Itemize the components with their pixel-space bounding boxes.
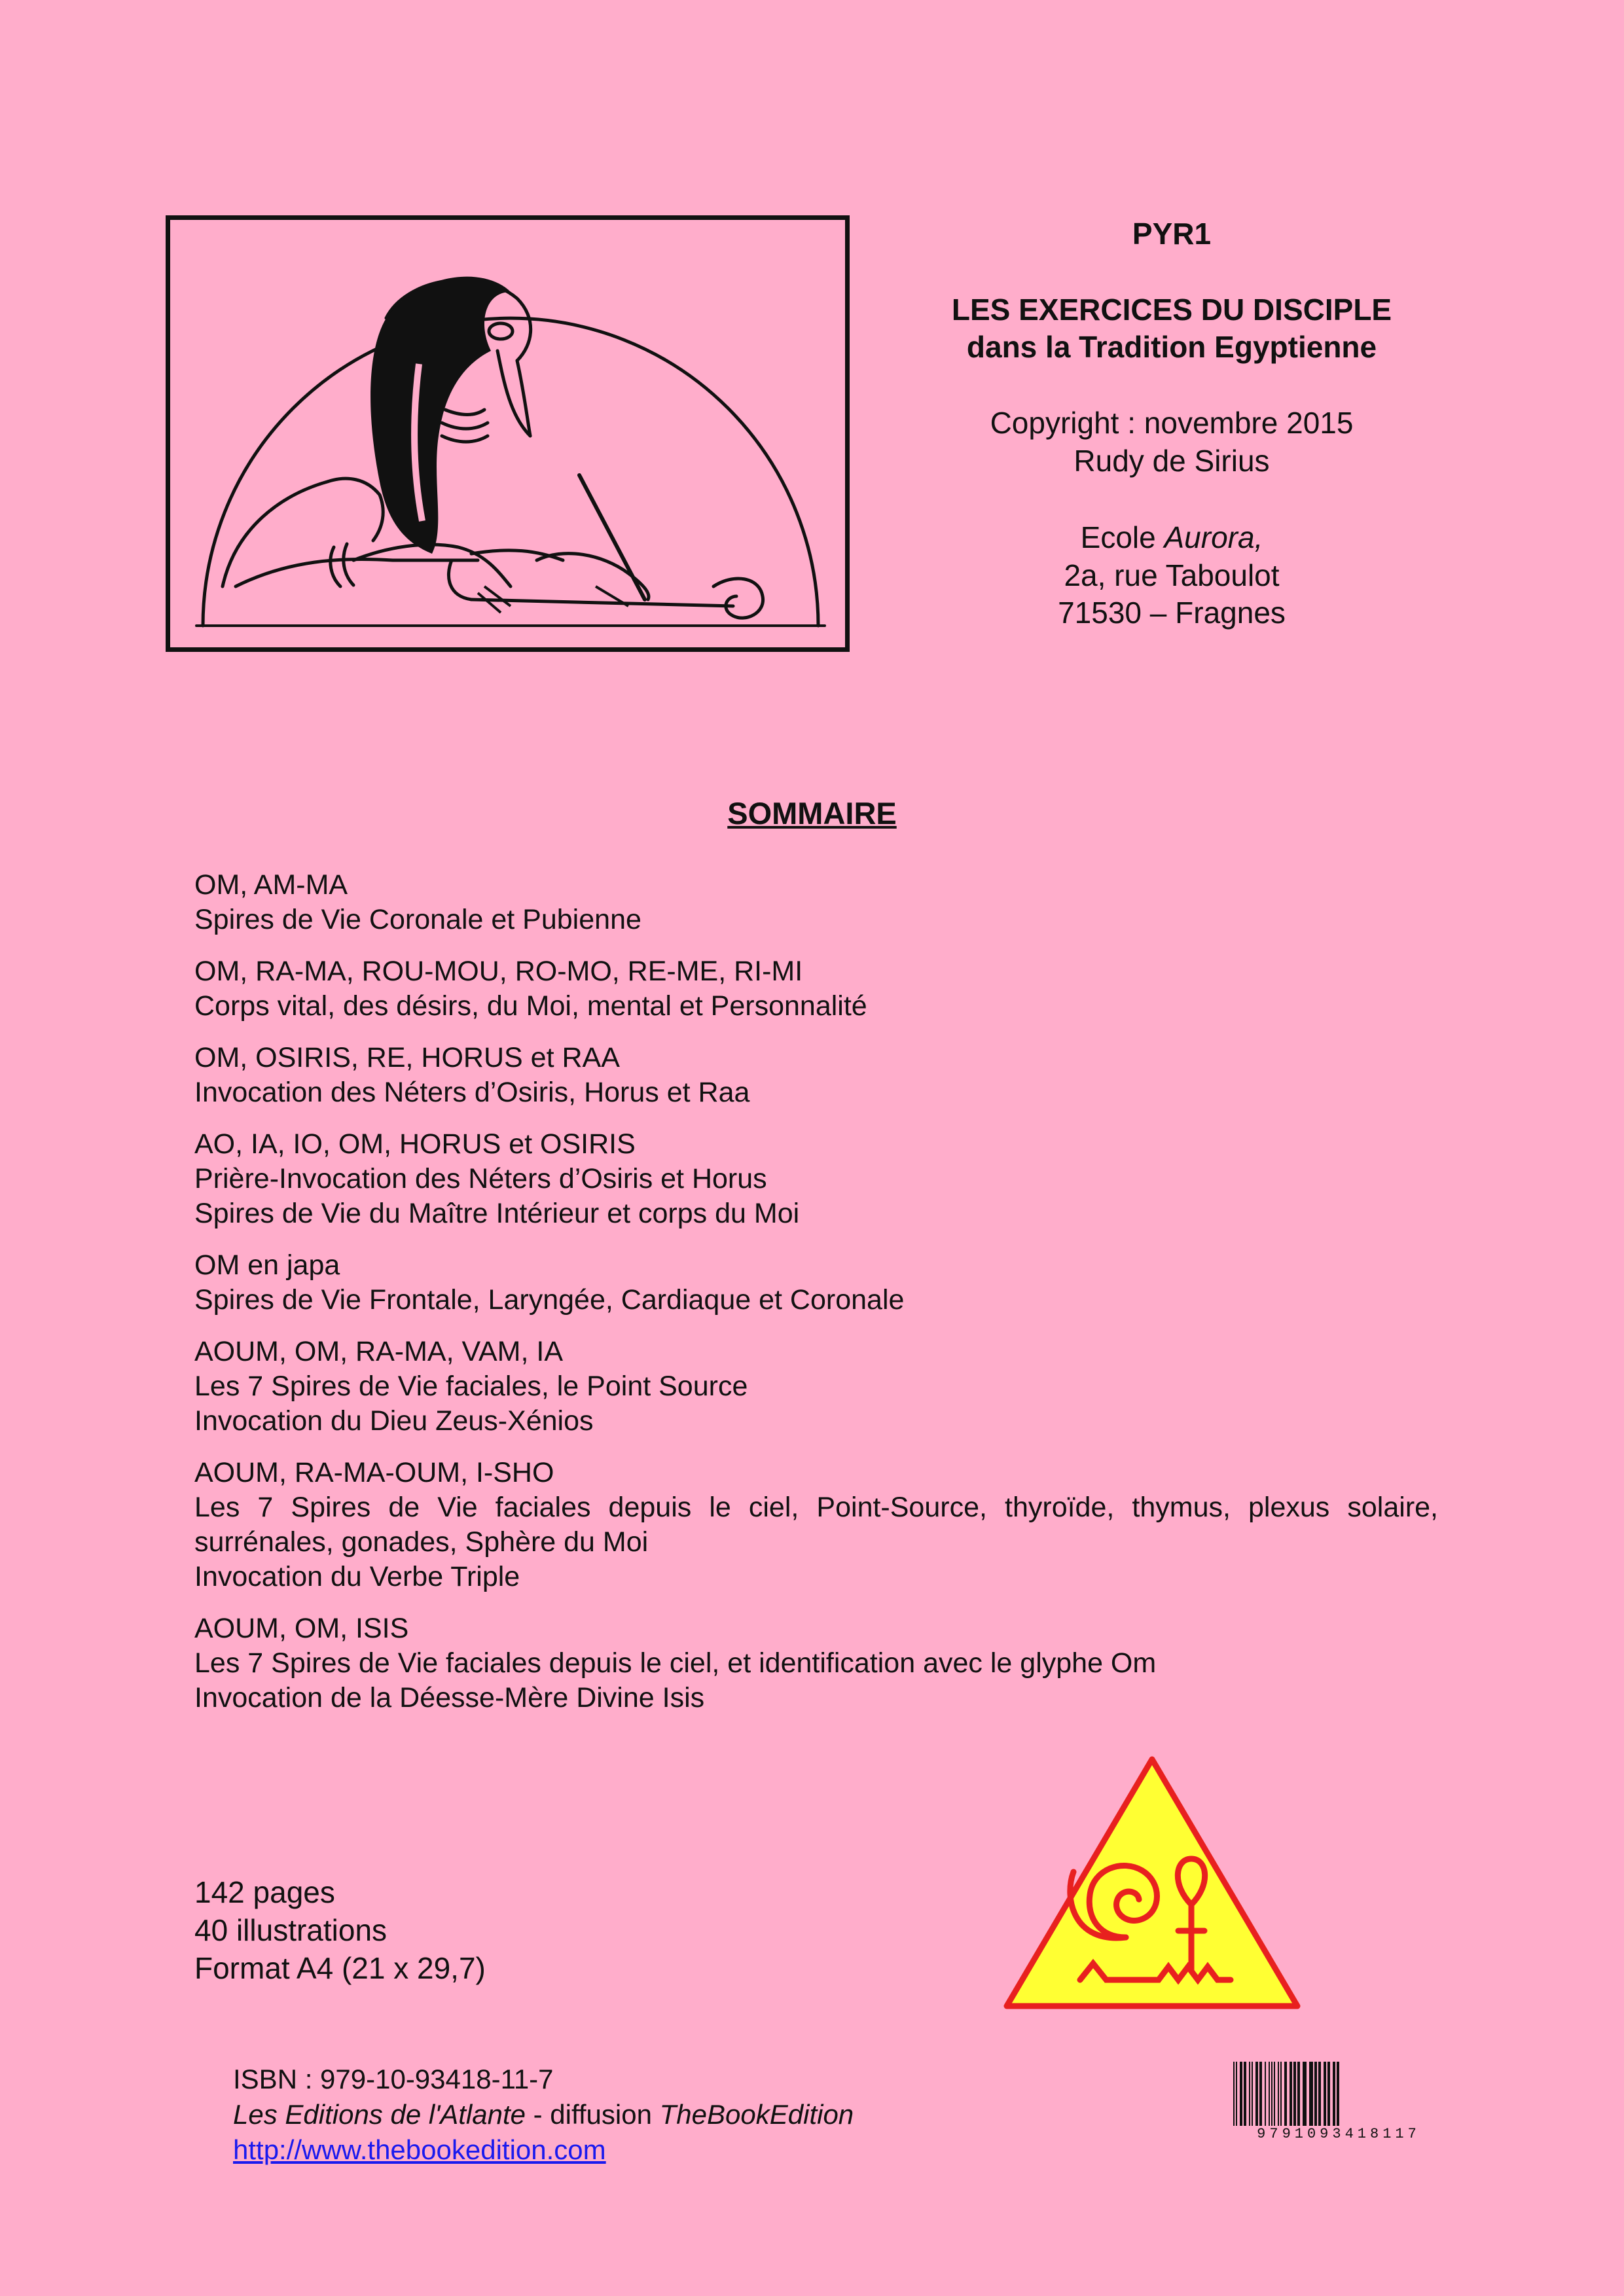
distributor-name: TheBookEdition [659,2099,854,2130]
book-info [194,1873,486,1987]
toc-mantra: AOUM, OM, ISIS [194,1613,409,1644]
toc-description: Spires de Vie Coronale et Pubienne [194,904,641,935]
egyptian-scribe-icon [170,220,845,647]
barcode-digits: 9791093418117 [1231,2126,1447,2142]
publisher-line [233,2097,854,2132]
book-format: Format A4 (21 x 29,7) [194,1951,486,1985]
illustration-count: 40 illustrations [194,1913,388,1947]
toc-description: Invocation du Dieu Zeus-Xénios [194,1405,594,1437]
author: Rudy de Sirius [1074,443,1270,478]
page-count: 142 pages [194,1875,335,1909]
scribe-illustration [166,215,850,652]
toc-mantra: OM, RA-MA, ROU-MOU, RO-MO, RE-ME, RI-MI [194,956,803,987]
toc-mantra: AO, IA, IO, OM, HORUS et OSIRIS [194,1128,636,1160]
book-header [877,216,1466,632]
toc-mantra: AOUM, RA-MA-OUM, I-SHO [194,1457,554,1488]
toc-description: Invocation des Néters d’Osiris, Horus et Raa [194,1077,750,1108]
toc-description: Prière-Invocation des Néters d’Osiris et Horus [194,1163,767,1194]
toc-description: Invocation du Verbe Triple [194,1561,520,1592]
toc-mantra: OM, AM-MA [194,869,348,901]
table-of-contents [194,868,1438,1732]
om-spiral-triangle-icon [1001,1754,1303,2013]
toc-group [194,1041,1438,1110]
copyright: Copyright : novembre 2015 [990,406,1354,440]
publisher-name: Les Editions de l'Atlante [233,2099,526,2130]
publisher-logo [1001,1754,1303,2013]
toc-description: Les 7 Spires de Vie faciales depuis le ciel, et identification avec le glyphe Om [194,1647,1157,1679]
address-line-1: 2a, rue Taboulot [1064,558,1280,592]
toc-description: Invocation de la Déesse-Mère Divine Isis [194,1682,705,1713]
toc-mantra: OM, OSIRIS, RE, HORUS et RAA [194,1042,620,1073]
barcode [1231,2062,1447,2147]
toc-description: Spires de Vie du Maître Intérieur et corps du Moi [194,1198,800,1229]
toc-description: Les 7 Spires de Vie faciales, le Point Source [194,1371,748,1402]
toc-description: Les 7 Spires de Vie faciales depuis le ciel, Point-Source, thyroïde, thymus, plexus solaire, surrénales, gonades, Sphère du Moi [194,1492,1438,1558]
toc-group [194,1127,1438,1231]
publisher-info [233,2062,854,2168]
book-code: PYR1 [1132,217,1212,251]
address-line-2: 71530 – Fragnes [1058,596,1286,630]
sommaire-title: SOMMAIRE [727,796,897,831]
toc-mantra: OM en japa [194,1249,340,1281]
toc-mantra: AOUM, OM, RA-MA, VAM, IA [194,1336,564,1367]
toc-group [194,1248,1438,1318]
toc-description: Spires de Vie Frontale, Laryngée, Cardiaque et Coronale [194,1284,905,1316]
school-name: Aurora, [1164,520,1263,555]
toc-group [194,868,1438,937]
school [877,519,1466,557]
book-subtitle: dans la Tradition Egyptienne [966,329,1377,364]
toc-group [194,954,1438,1024]
toc-description: Corps vital, des désirs, du Moi, mental et Personnalité [194,990,867,1022]
toc-group [194,1456,1438,1594]
toc-group [194,1611,1438,1715]
diffusion-label: - diffusion [525,2099,660,2130]
isbn: ISBN : 979-10-93418-11-7 [233,2064,554,2094]
toc-group [194,1335,1438,1439]
school-prefix: Ecole [1080,520,1164,555]
book-title: LES EXERCICES DU DISCIPLE [951,293,1392,327]
website-link[interactable]: http://www.thebookedition.com [233,2134,606,2165]
